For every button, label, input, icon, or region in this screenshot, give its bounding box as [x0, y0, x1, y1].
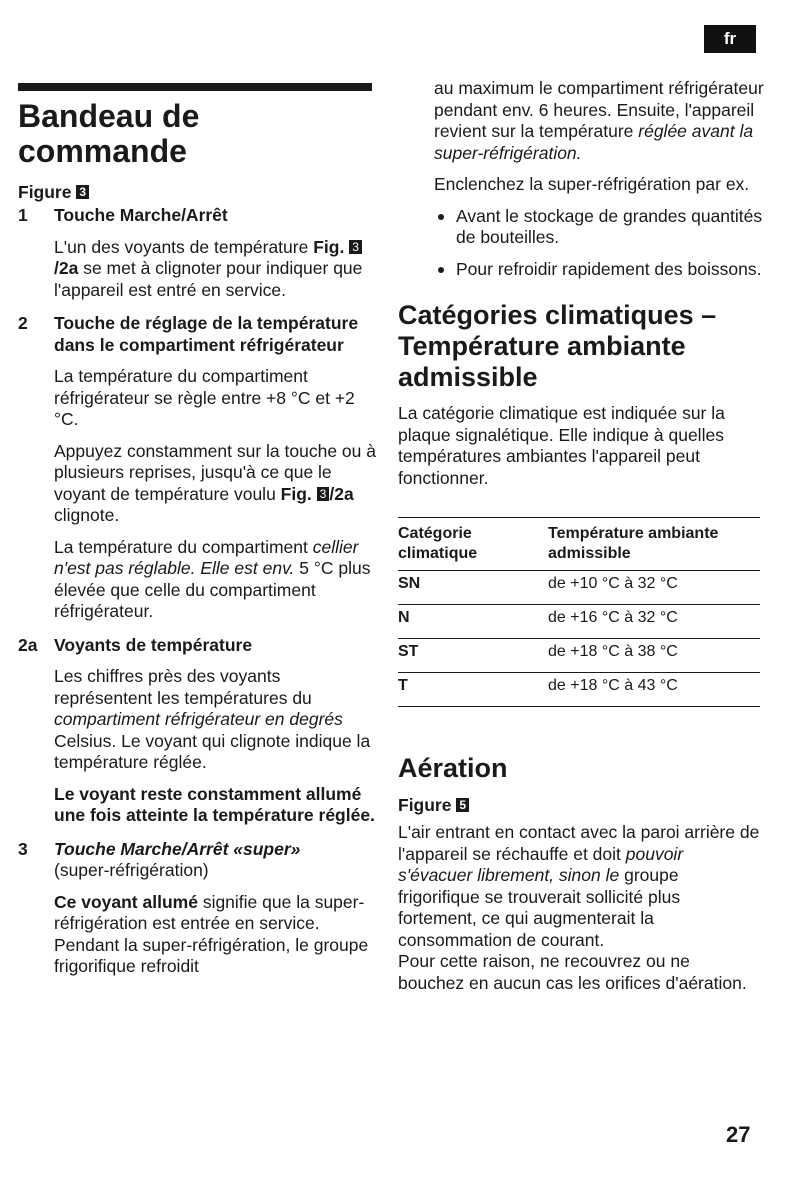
item-1: [18, 205, 378, 301]
page-number: 27: [726, 1122, 751, 1147]
text-run: La température du compartiment: [54, 536, 313, 557]
figure-label: Figure: [398, 795, 452, 815]
table-row: [398, 605, 760, 639]
fig-ref: Fig.: [280, 483, 312, 504]
text-run: L'air entrant en contact avec la paroi arrière de l'appareil se réchauffe et doit: [398, 822, 760, 864]
continued-paragraph: [398, 78, 764, 164]
cell-range: de +18 °C à 38 °C: [548, 643, 678, 660]
section-title-aeration: Aération: [398, 753, 508, 783]
cell-range: de +18 °C à 43 °C: [548, 677, 678, 694]
figure-number-box: 3: [349, 240, 362, 254]
item-number: 3: [18, 838, 28, 859]
fig-ref: Fig.: [313, 236, 345, 257]
item-number: 2a: [18, 634, 38, 655]
language-badge: fr: [704, 25, 756, 53]
section-title-climate: Catégories climatiques – Température ambiante admissible: [398, 300, 717, 392]
aeration-paragraph: [398, 822, 760, 951]
table-row: [398, 639, 760, 673]
text-run: se met à clignoter pour indiquer que l'appareil est entré en service.: [54, 258, 363, 300]
figure-label: Figure: [18, 182, 72, 202]
item-title: Touche Marche/Arrêt «super»: [54, 838, 301, 859]
table-header-row: [398, 518, 760, 571]
text-run: L'un des voyants de température: [54, 236, 314, 257]
table-row: [398, 673, 760, 707]
cell-category: T: [398, 677, 408, 694]
cell-category: SN: [398, 575, 421, 592]
italic-run: compartiment réfrigérateur en degrés: [54, 709, 343, 729]
bullet-item: Avant le stockage de grandes quantités de bouteilles.: [456, 206, 768, 249]
table-row: [398, 571, 760, 605]
fig-ref-suffix: /2a: [329, 483, 354, 504]
item-paragraph: [54, 666, 378, 774]
figure-reference: [398, 794, 768, 816]
item-subtitle: (super-réfrigération): [54, 860, 209, 880]
text-run: signifie que la super-réfrigération est entrée en service. Pendant la super-réfrigération, le groupe frigorifique refroidit: [54, 891, 369, 976]
item-paragraph-bold: Le voyant reste constamment allumé une fois atteinte la température réglée.: [54, 783, 375, 825]
figure-number-box: 5: [456, 798, 469, 812]
item-paragraph: [54, 441, 378, 527]
italic-run: cellier n'est pas réglable. Elle est env.: [54, 536, 359, 578]
right-column: [398, 78, 768, 994]
item-title: Voyants de température: [54, 634, 253, 655]
section-title-bandeau: [18, 99, 378, 169]
cell-range: de +16 °C à 32 °C: [548, 609, 678, 626]
item-title: Touche de réglage de la température dans le compartiment réfrigérateur: [54, 313, 359, 355]
item-paragraph: La température du compartiment réfrigérateur se règle entre +8 °C et +2 °C.: [54, 366, 355, 429]
cell-category: ST: [398, 643, 419, 660]
figure-number-box: 3: [317, 487, 330, 501]
cell-range: de +10 °C à 32 °C: [548, 575, 678, 592]
section-rule: [18, 83, 372, 91]
bold-run: Ce voyant allumé: [54, 891, 198, 912]
text-run: Les chiffres près des voyants représentent les températures du: [54, 666, 312, 708]
climate-table: [398, 517, 760, 707]
column-header-temperature: Température ambiante admissible: [548, 525, 719, 562]
figure-number-box: 3: [76, 185, 89, 199]
item-2: [18, 313, 378, 623]
item-number: 1: [18, 205, 28, 225]
climate-paragraph: La catégorie climatique est indiquée sur la plaque signalétique. Elle indique à quelles températures ambiantes l'appareil peut fonctionner.: [398, 403, 725, 488]
item-paragraph: [54, 892, 378, 978]
item-paragraph: [54, 537, 378, 623]
figure-reference: [18, 181, 378, 203]
column-header-category: Catégorie climatique: [398, 525, 478, 562]
aeration-paragraph-2: Pour cette raison, ne recouvrez ou ne bouchez en aucun cas les orifices d'aération.: [398, 951, 747, 993]
enclenchez-paragraph: Enclenchez la super-réfrigération par ex.: [434, 174, 750, 194]
item-3: [18, 839, 378, 978]
cell-category: N: [398, 609, 410, 626]
bullet-item: Pour refroidir rapidement des boissons.: [456, 259, 768, 281]
item-paragraph: [54, 237, 378, 302]
italic-run: pouvoir s'évacuer librement, sinon le: [398, 843, 684, 885]
text-run: clignote.: [54, 505, 120, 525]
text-run: 5 °C plus élevée que celle du compartiment réfrigérateur.: [54, 558, 371, 621]
text-run: Appuyez constamment sur la touche ou à plusieurs reprises, jusqu'à ce que le voyant de température voulu: [54, 440, 376, 504]
text-run: Celsius. Le voyant qui clignote indique la température réglée.: [54, 730, 371, 772]
title-line-1: Bandeau de: [18, 98, 200, 134]
fig-ref-suffix: /2a: [54, 258, 79, 278]
item-title: Touche Marche/Arrêt: [54, 205, 228, 225]
text-run: au maximum le compartiment réfrigérateur pendant env. 6 heures. Ensuite, l'appareil revient sur la température: [434, 78, 764, 141]
title-line-2: commande: [18, 133, 187, 169]
item-2a: [18, 635, 378, 827]
text-run: groupe frigorifique se trouverait sollicité plus fortement, ce qui augmenterait la consommation de courant.: [398, 865, 681, 950]
left-column: [18, 83, 378, 978]
italic-run: réglée avant la super-réfrigération.: [434, 121, 754, 163]
bullet-list: [398, 206, 768, 281]
item-number: 2: [18, 313, 28, 333]
